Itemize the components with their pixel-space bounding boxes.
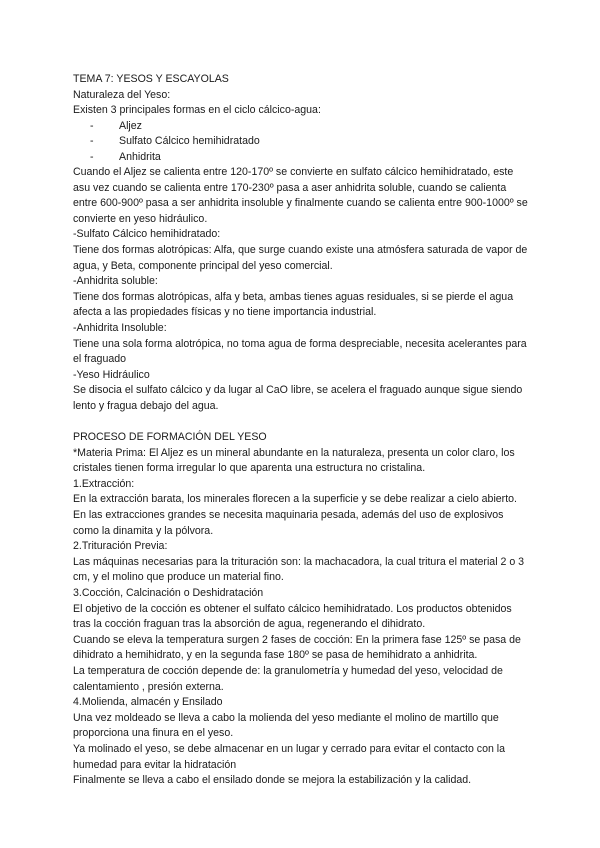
milling-text-3: Finalmente se lleva a cabo el ensilado donde se mejora la estabilización y la calidad.	[73, 774, 472, 787]
paragraph-spacer	[73, 415, 528, 431]
hemihydrate-text: Tiene dos formas alotrópicas: Alfa, que surge cuando existe una atmósfera saturada de vapor de agua, y Beta, componente principal del yeso comercial.	[73, 243, 528, 272]
subheading-hydraulic-gypsum: -Yeso Hidráulico	[73, 368, 150, 381]
list-item: - Anhidrita	[73, 150, 528, 165]
document-page	[73, 72, 528, 789]
firing-text-3: La temperatura de cocción depende de: la granulometría y humedad del yeso, velocidad de calentamiento , presión externa.	[73, 665, 503, 693]
calcination-paragraph: Cuando el Aljez se calienta entre 120-170º se convierte en sulfato cálcico hemihidratado, este asu vez cuando se calienta entre 170-230º pasa a aser anhidrita soluble, cuando se calienta entre 600-900º pasa a ser anhidrita insoluble y finalmente cuando se calienta entre 900-1000º se convierte en yeso hidráulico.	[73, 166, 528, 225]
firing-text-2: Cuando se eleva la temperatura surgen 2 fases de cocción: En la primera fase 125º se pasa de dihidrato a hemihidrato, y en la segunda fase 180º se pasa de hemihidrato a anhidrita.	[73, 633, 521, 662]
extraction-text: En la extracción barata, los minerales florecen a la superficie y se debe realizar a cielo abierto. En las extracciones grandes se necesita maquinaria pesada, además del uso de explosivos como la dinamita y la pólvora.	[73, 493, 517, 537]
soluble-anhydrite-text: Tiene dos formas alotrópicas, alfa y beta, ambas tienes aguas residuales, si se pierde el agua afecta a las propiedades físicas y no tiene importancia industrial.	[73, 290, 514, 319]
milling-text-2: Ya molinado el yeso, se debe almacenar en un lugar y cerrado para evitar el contacto con la humedad para evitar la hidratación	[73, 742, 506, 771]
subheading-hemihydrate: -Sulfato Cálcico hemihidratado:	[73, 228, 221, 241]
section-heading-nature: Naturaleza del Yeso:	[73, 88, 171, 101]
subheading-soluble-anhydrite: -Anhidrita soluble:	[73, 275, 158, 288]
crushing-text: Las máquinas necesarias para la trituración son: la machacadora, la cual tritura el material 2 o 3 cm, y el molino que produce un material fino.	[73, 555, 525, 584]
document-title: TEMA 7: YESOS Y ESCAYOLAS	[73, 73, 229, 85]
section-heading-process: PROCESO DE FORMACIÓN DEL YESO	[73, 431, 267, 444]
insoluble-anhydrite-text: Tiene una sola forma alotrópica, no toma agua de forma despreciable, necesita acelerantes para el fraguado	[73, 337, 527, 366]
list-item: - Aljez	[73, 119, 528, 134]
forms-intro: Existen 3 principales formas en el ciclo cálcico-agua:	[73, 104, 321, 117]
step-heading-firing: 3.Cocción, Calcinación o Deshidratación	[73, 587, 264, 600]
milling-text-1: Una vez moldeado se lleva a cabo la molienda del yeso mediante el molino de martillo que proporciona una finura en el yeso.	[73, 711, 499, 740]
firing-text-1: El objetivo de la cocción es obtener el sulfato cálcico hemihidratado. Los productos obtenidos tras la cocción fraguan tras la absorción de agua, regenerando el dihidrato.	[73, 602, 512, 631]
hydraulic-gypsum-text: Se disocia el sulfato cálcico y da lugar al CaO libre, se acelera el fraguado aunque sigue siendo lento y fragua debajo del agua.	[73, 384, 523, 412]
raw-material-text: *Materia Prima: El Aljez es un mineral abundante en la naturaleza, presenta un color claro, los cristales tienen forma irregular lo que aparenta una estructura no cristalina.	[73, 446, 515, 475]
forms-list	[73, 119, 528, 165]
step-heading-milling: 4.Molienda, almacén y Ensilado	[73, 696, 223, 709]
step-heading-crushing: 2.Trituración Previa:	[73, 540, 168, 553]
list-item: - Sulfato Cálcico hemihidratado	[73, 134, 528, 149]
subheading-insoluble-anhydrite: -Anhidrita Insoluble:	[73, 321, 167, 334]
step-heading-extraction: 1.Extracción:	[73, 477, 135, 490]
